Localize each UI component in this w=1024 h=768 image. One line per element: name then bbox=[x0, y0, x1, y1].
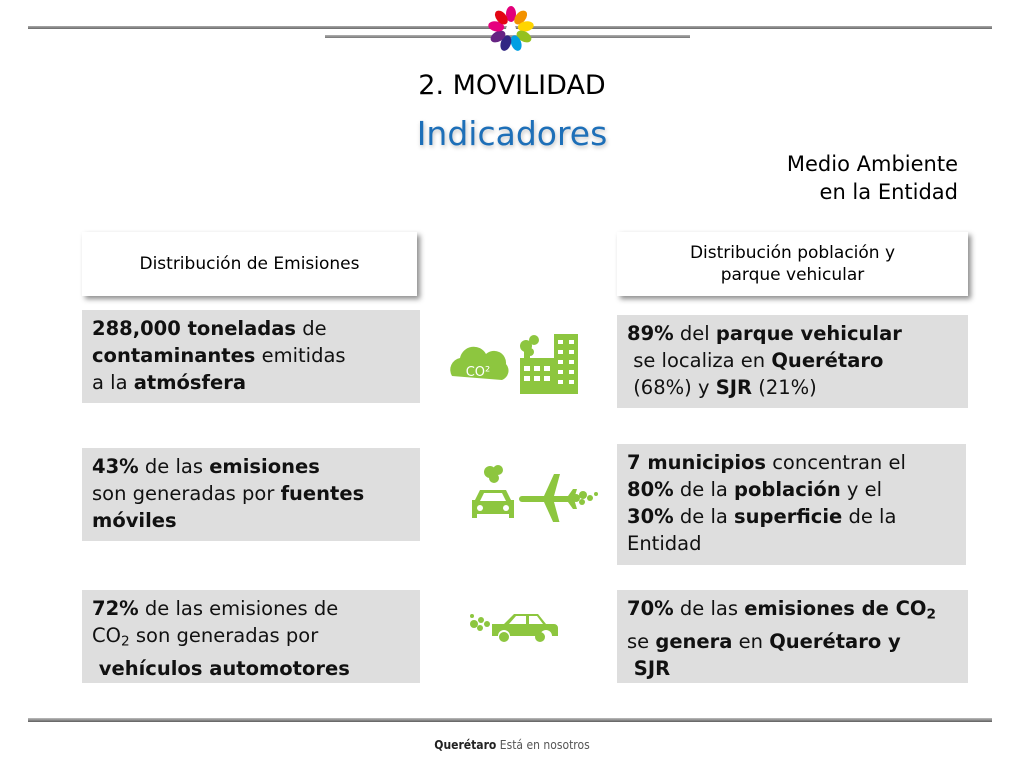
corner-title-line2: en la Entidad bbox=[819, 180, 958, 204]
text: Entidad bbox=[627, 532, 702, 555]
text: de la bbox=[673, 505, 735, 528]
box-right-co2 bbox=[617, 590, 968, 683]
text-bold: 30% bbox=[627, 505, 674, 528]
footer-slogan: Está en nosotros bbox=[496, 738, 590, 752]
text-bold: SJR bbox=[627, 657, 671, 681]
text-bold: genera bbox=[655, 630, 733, 654]
co2-factory-icon bbox=[442, 330, 582, 400]
card-population-distribution bbox=[617, 232, 968, 296]
text-bold: emisiones bbox=[209, 455, 320, 478]
text-bold: móviles bbox=[92, 509, 177, 532]
text-bold: 288,000 toneladas bbox=[92, 317, 296, 340]
text: de las emisiones de bbox=[138, 597, 339, 620]
box-right-municipalities bbox=[617, 444, 966, 565]
subscript: 2 bbox=[926, 606, 936, 623]
text: se localiza en bbox=[627, 349, 772, 372]
text: CO bbox=[92, 624, 121, 647]
card-population-line1: Distribución población y bbox=[689, 243, 896, 263]
text-bold: 70% bbox=[627, 597, 674, 620]
page-title: Indicadores bbox=[416, 114, 608, 153]
text: de la bbox=[673, 478, 735, 501]
text: emitidas bbox=[255, 344, 346, 367]
footer-brand: Querétaro bbox=[434, 738, 497, 752]
co2-label: CO² bbox=[465, 365, 491, 380]
text: en bbox=[732, 630, 770, 654]
corner-title-line1: Medio Ambiente bbox=[786, 152, 958, 176]
car-exhaust-icon bbox=[468, 608, 560, 648]
box-left-mobile-sources bbox=[82, 448, 420, 541]
text-bold: 72% bbox=[92, 597, 139, 620]
subscript: 2 bbox=[120, 633, 130, 650]
text: de bbox=[296, 317, 327, 340]
card-emissions-label: Distribución de Emisiones bbox=[139, 254, 360, 274]
text-bold: Querétaro bbox=[771, 349, 884, 372]
box-left-vehicles bbox=[82, 590, 420, 683]
text: (21%) bbox=[752, 376, 817, 399]
text-bold: parque vehicular bbox=[715, 322, 902, 345]
text-bold: Querétaro y bbox=[769, 630, 901, 654]
text: son generadas por bbox=[129, 624, 319, 647]
text-bold: 89% bbox=[627, 322, 674, 345]
text-bold: superficie bbox=[734, 505, 843, 528]
text: de las bbox=[138, 455, 210, 478]
text-bold: 80% bbox=[627, 478, 674, 501]
text: son generadas por bbox=[92, 482, 281, 505]
corner-title bbox=[698, 150, 958, 206]
text-bold: población bbox=[734, 478, 841, 501]
text-bold: fuentes bbox=[280, 482, 365, 505]
text: y el bbox=[840, 478, 883, 501]
flower-logo bbox=[486, 4, 536, 54]
text-bold: SJR bbox=[715, 376, 753, 399]
text-bold: 43% bbox=[92, 455, 139, 478]
box-right-vehicle-fleet bbox=[617, 315, 968, 408]
section-title: 2. MOVILIDAD bbox=[418, 70, 606, 101]
box-left-tons bbox=[82, 310, 420, 403]
text: se bbox=[627, 630, 656, 654]
footer-tagline bbox=[0, 738, 1024, 752]
card-emissions-distribution bbox=[82, 232, 417, 296]
card-population-line2: parque vehicular bbox=[720, 265, 865, 285]
text-bold: atmósfera bbox=[133, 371, 247, 394]
text: de las bbox=[673, 597, 745, 620]
text: concentran el bbox=[766, 451, 906, 474]
text: de la bbox=[842, 505, 897, 528]
bottom-rule bbox=[28, 718, 992, 722]
text-bold: 7 municipios bbox=[627, 451, 767, 474]
car-plane-icon bbox=[460, 462, 600, 522]
text-bold: emisiones de CO bbox=[744, 597, 927, 620]
text-bold: contaminantes bbox=[92, 344, 256, 367]
text: del bbox=[673, 322, 716, 345]
text: a la bbox=[92, 371, 134, 394]
text: (68%) y bbox=[627, 376, 716, 399]
text-bold: vehículos automotores bbox=[92, 657, 350, 681]
